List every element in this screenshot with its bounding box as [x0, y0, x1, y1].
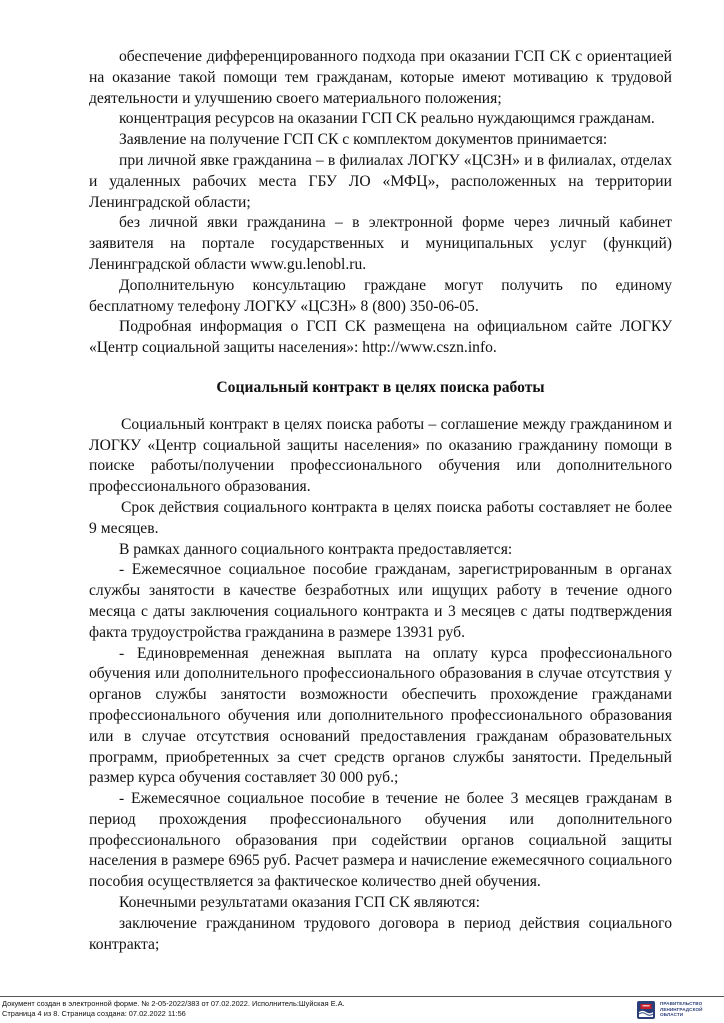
logo-text-line2: ЛЕНИНГРАДСКОЙ	[660, 1006, 703, 1012]
paragraph-differentiated-approach: обеспечение дифференцированного подхода при оказании ГСП СК с ориентацией на оказание такой помощи тем гражданам, которые имеют мотивацию к трудовой деятельности и улучшению своего материального положения;	[89, 48, 672, 107]
paragraph-application-intro: Заявление на получение ГСП СК с комплектом документов принимается:	[119, 131, 608, 149]
paragraph-website: Подробная информация о ГСП СК размещена на официальном сайте ЛОГКУ «Центр социальной защиты населения»: http://www.cszn.info.	[89, 318, 672, 357]
paragraph-resource-concentration: концентрация ресурсов на оказании ГСП СК реально нуждающимся гражданам.	[119, 110, 655, 128]
paragraph-one-time-payment: - Единовременная денежная выплата на оплату курса профессионального обучения или дополнительного профессионального образования в случае отсутствия у органов службы занятости возможности обеспечить прохождение гражданами профессионального обучения или дополнительного профессионального образования или в случае отсутствия оснований предоставления гражданам образовательных программ, приобретенных за счет средств органов службы занятости. Предельный размер курса обучения составляет 30 000 руб.;	[89, 644, 672, 787]
paragraph-monthly-allowance: - Ежемесячное социальное пособие гражданам, зарегистрированным в органах службы занятости в качестве безработных или ищущих работу в течение одного месяца с даты заключения социального контракта и 3 месяцев с даты подтверждения факта трудоустройства гражданина в размере 13931 руб.	[89, 561, 672, 641]
paragraph-online: без личной явки гражданина – в электронной форме через личный кабинет заявителя на портале государственных и муниципальных услуг (функций) Ленинградской области www.gu.lenobl.ru.	[89, 214, 672, 273]
leningrad-region-emblem-icon	[636, 1000, 656, 1020]
paragraph-in-person: при личной явке гражданина – в филиалах ЛОГКУ «ЦСЗН» и в филиалах, отделах и удаленных рабочих места ГБУ ЛО «МФЦ», расположенных на территории Ленинградской области;	[89, 151, 672, 211]
document-footer	[0, 996, 724, 1023]
paragraph-provided-intro: В рамках данного социального контракта предоставляется:	[119, 540, 513, 558]
paragraph-labor-contract: заключение гражданином трудового договора в период действия социального контракта;	[89, 914, 672, 953]
footer-document-info: Документ создан в электронной форме. № 2-05-2022/383 от 07.02.2022. Исполнитель:Шуйская Е.А.	[2, 999, 345, 1008]
paragraph-results-intro: Конечными результатами оказания ГСП СК являются:	[119, 894, 480, 912]
paragraph-hotline: Дополнительную консультацию граждане могут получить по единому бесплатному телефону ЛОГКУ «ЦСЗН» 8 (800) 350-06-05.	[89, 276, 672, 315]
paragraph-training-allowance: - Ежемесячное социальное пособие в течение не более 3 месяцев гражданам в период прохождения профессионального обучения или дополнительного профессионального образования при содействии органов социальной защиты населения в размере 6965 руб. Расчет размера и начисление ежемесячного социального пособия осуществляется за фактическое количество дней обучения.	[89, 790, 672, 891]
logo-wordmark	[660, 1001, 724, 1018]
government-logo	[636, 1000, 724, 1022]
document-page	[89, 47, 672, 955]
footer-page-info: Страница 4 из 8. Страница создана: 07.02.2022 11:56	[2, 1008, 186, 1018]
logo-text-line3: ОБЛАСТИ	[660, 1012, 684, 1018]
logo-text-line1: ПРАВИТЕЛЬСТВО	[660, 1001, 703, 1006]
section-heading: Социальный контракт в целях поиска работы	[216, 378, 545, 396]
paragraph-contract-term: Срок действия социального контракта в целях поиска работы составляет не более 9 месяцев.	[89, 498, 672, 537]
footer-divider	[0, 996, 724, 997]
paragraph-contract-definition: Социальный контракт в целях поиска работы – соглашение между гражданином и ЛОГКУ «Центр социальной защиты населения» по оказанию гражданину помощи в поиске работы/получении профессионального обучения или дополнительного профессионального образования.	[89, 415, 672, 496]
footer-metadata	[2, 999, 345, 1018]
